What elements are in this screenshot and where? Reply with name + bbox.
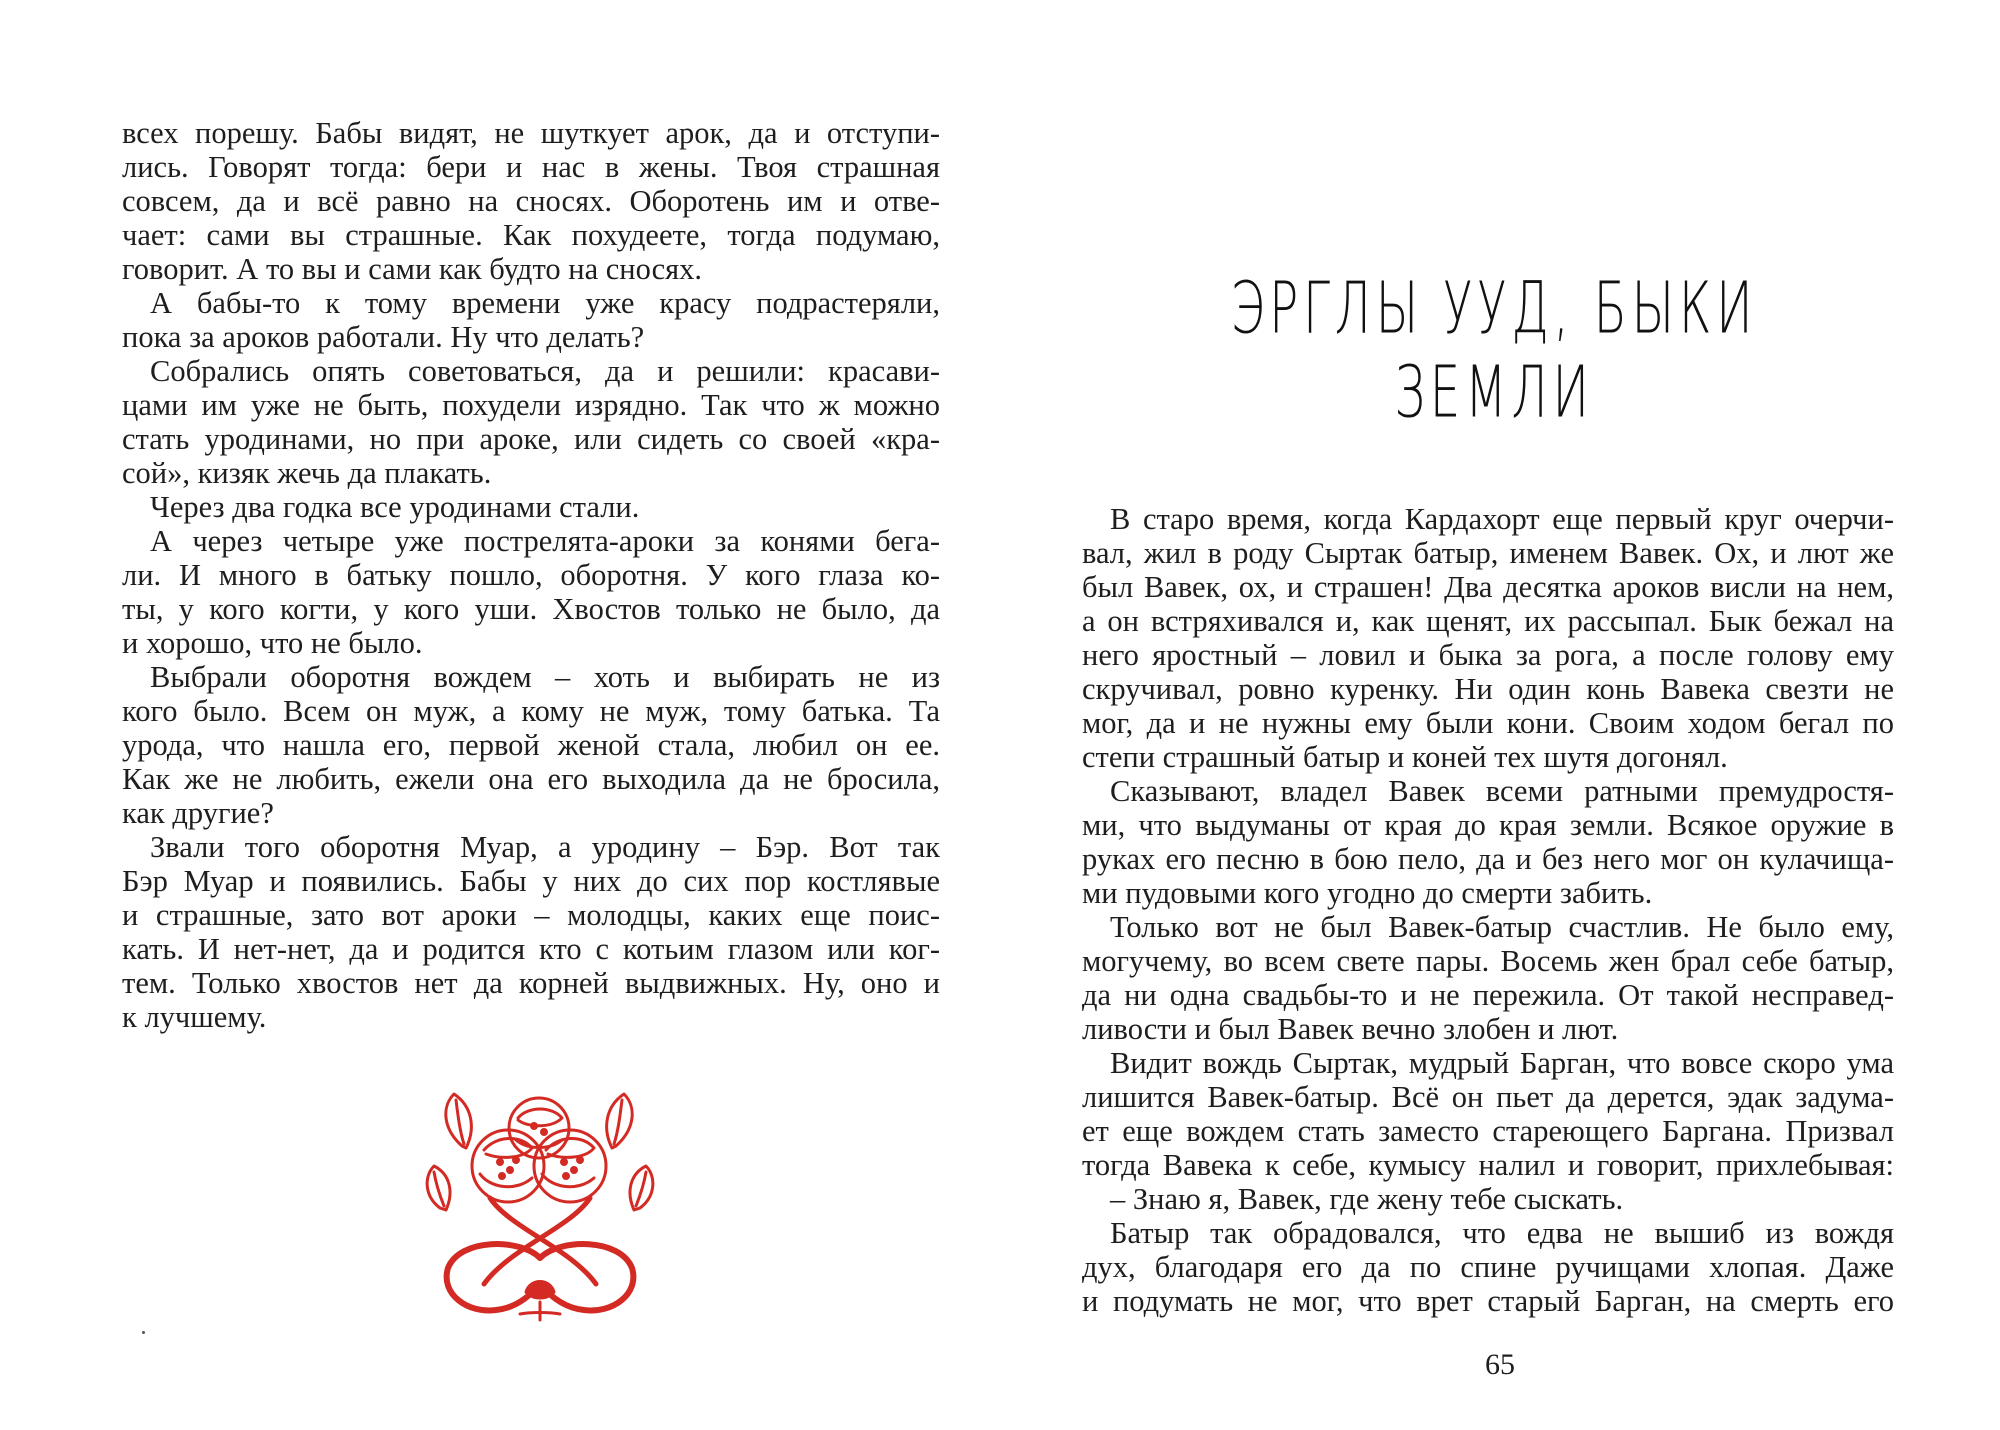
text-line: цами им уже не быть, похудели изрядно. Так что ж можно	[122, 388, 940, 422]
text-line: Видит вождь Сыртак, мудрый Барган, что вовсе скоро ума	[1110, 1046, 1894, 1080]
text-line: чает: сами вы страшные. Как похудеете, тогда подумаю,	[122, 218, 940, 252]
text-line: а он встряхивался и, как щенят, их рассыпал. Бык бежал на	[1082, 604, 1894, 638]
text-line: совсем, да и всё равно на сносях. Оборотень им и отве-	[122, 184, 940, 218]
text-line: Батыр так обрадовался, что едва не вышиб из вождя	[1110, 1216, 1894, 1250]
text-line: могучему, во всем свете пары. Восемь жен брал себе батыр,	[1082, 944, 1894, 978]
text-line: говорит. А то вы и сами как будто на сносях.	[122, 252, 703, 286]
text-line: и подумать не мог, что врет старый Барган, на смерть его	[1082, 1284, 1894, 1318]
text-line: Только вот не был Вавек-батыр счастлив. Не было ему,	[1110, 910, 1894, 944]
print-speck	[142, 1331, 145, 1334]
text-line: степи страшный батыр и коней тех шутя догонял.	[1082, 740, 1728, 774]
text-line: мог, да и не нужны ему были кони. Своим ходом бегал по	[1082, 706, 1894, 740]
text-line: дух, благодаря его да по спине ручищами хлопая. Даже	[1082, 1250, 1894, 1284]
text-line: ми пудовыми кого угодно до смерти забить.	[1082, 876, 1653, 910]
text-line: и страшные, зато вот ароки – молодцы, каких еще поис-	[122, 898, 940, 932]
text-line: тогда Вавека к себе, кумысу налил и говорит, прихлебывая:	[1082, 1148, 1894, 1182]
text-line: Выбрали оборотня вождем – хоть и выбирать не из	[150, 660, 940, 694]
text-line: всех порешу. Бабы видят, не шуткует арок, да и отступи-	[122, 116, 940, 150]
text-line: ет еще вождем стать заместо стареющего Баргана. Призвал	[1082, 1114, 1894, 1148]
text-line: урода, что нашла его, первой женой стала, любил он ее.	[122, 728, 940, 762]
text-line: Собрались опять советоваться, да и решили: красави-	[150, 354, 940, 388]
text-line: В старо время, когда Кардахорт еще первый круг очерчи-	[1110, 502, 1894, 536]
text-line: тем. Только хвостов нет да корней выдвижных. Ну, оно и	[122, 966, 940, 1000]
right-page-text	[1082, 502, 1894, 1318]
text-line: Через два годка все уродинами стали.	[150, 490, 640, 524]
text-line: да ни одна свадьбы-то и не пережила. От такой несправед-	[1082, 978, 1894, 1012]
rose-ornament-icon	[420, 1088, 660, 1328]
text-line: А через четыре уже пострелята-ароки за конями бега-	[150, 524, 940, 558]
text-line: к лучшему.	[122, 1000, 267, 1034]
text-line: Бэр Муар и появились. Бабы у них до сих пор костлявые	[122, 864, 940, 898]
text-line: ливости и был Вавек вечно злобен и лют.	[1082, 1012, 1619, 1046]
text-line: был Вавек, ох, и страшен! Два десятка ароков висли на нем,	[1082, 570, 1894, 604]
text-line: сой», кизяк жечь да плакать.	[122, 456, 492, 490]
text-line: пока за ароков работали. Ну что делать?	[122, 320, 645, 354]
text-line: руках его песню в бою пело, да и без него мог он кулачища-	[1082, 842, 1894, 876]
text-line: лишится Вавек-батыр. Всё он пьет да дерется, эдак задума-	[1082, 1080, 1894, 1114]
right-page	[1000, 0, 2000, 1430]
page-number: 65	[1485, 1348, 1515, 1381]
text-line: ми, что выдуманы от края до края земли. Всякое оружие в	[1082, 808, 1894, 842]
text-line: как другие?	[122, 796, 274, 830]
text-line: стать уродинами, но при ароке, или сидеть со своей «кра-	[122, 422, 940, 456]
text-line: и хорошо, что не было.	[122, 626, 423, 660]
text-line: Звали того оборотня Муар, а уродину – Бэр. Вот так	[150, 830, 940, 864]
text-line: лись. Говорят тогда: бери и нас в жены. Твоя страшная	[122, 150, 940, 184]
text-line: Как же не любить, ежели она его выходила да не бросила,	[122, 762, 940, 796]
text-line: кого было. Всем он муж, а кому не муж, тому батька. Та	[122, 694, 940, 728]
text-line: Сказывают, владел Вавек всеми ратными премудростя-	[1110, 774, 1894, 808]
text-line: А бабы-то к тому времени уже красу подрастеряли,	[150, 286, 940, 320]
text-line: ты, у кого когти, у кого уши. Хвостов только не было, да	[122, 592, 940, 626]
text-line: скручивал, ровно куренку. Ни один конь Вавека свезти не	[1082, 672, 1894, 706]
left-page-text	[122, 116, 940, 1034]
text-line: вал, жил в роду Сыртак батыр, именем Вавек. Ох, и лют же	[1082, 536, 1894, 570]
text-line: него яростный – ловил и быка за рога, а после голову ему	[1082, 638, 1894, 672]
text-line: кать. И нет-нет, да и родится кто с котьим глазом или ког-	[122, 932, 940, 966]
text-line: ли. И много в батьку пошло, оборотня. У кого глаза ко-	[122, 558, 940, 592]
text-line: – Знаю я, Вавек, где жену тебе сыскать.	[1110, 1182, 1624, 1216]
chapter-title: ЭРГЛЫ УУД, БЫКИ ЗЕМЛИ	[1230, 266, 1758, 434]
